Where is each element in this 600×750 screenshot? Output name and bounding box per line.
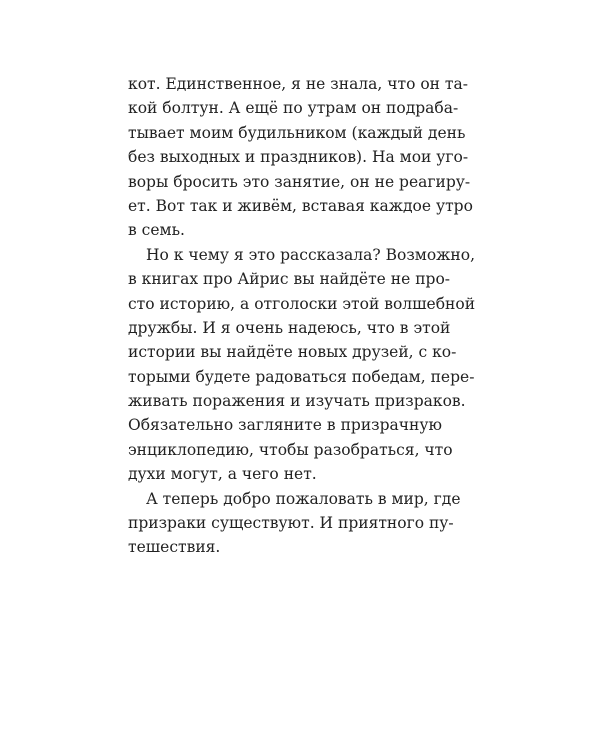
text-line: кой болтун. А ещё по утрам он подраба- xyxy=(128,99,459,118)
text-line: воры бросить это занятие, он не реагиру- xyxy=(128,172,471,191)
text-line: в семь. xyxy=(128,221,185,240)
text-line: без выходных и праздников). На мои уго- xyxy=(128,148,469,167)
text-line: торыми будете радоваться победам, пере- xyxy=(128,367,475,386)
text-line: сто историю, а отголоски этой волшебной xyxy=(128,294,476,313)
text-line: тывает моим будильником (каждый день xyxy=(128,123,466,142)
text-line: духи могут, а чего нет. xyxy=(128,465,317,484)
text-line: А теперь добро пожаловать в мир, где xyxy=(146,489,461,508)
text-line: истории вы найдёте новых друзей, с ко- xyxy=(128,343,457,362)
text-line: в книгах про Айрис вы найдёте не про- xyxy=(128,270,451,289)
text-line: призраки существуют. И приятного пу- xyxy=(128,514,454,533)
text-line: тешествия. xyxy=(128,538,221,557)
text-line: ет. Вот так и живём, вставая каждое утро xyxy=(128,196,473,215)
text-line: живать поражения и изучать призраков. xyxy=(128,392,466,411)
text-line: Обязательно загляните в призрачную xyxy=(128,416,442,435)
text-line: кот. Единственное, я не знала, что он та- xyxy=(128,75,468,93)
text-line: Но к чему я это рассказала? Возможно, xyxy=(146,245,476,264)
body-text xyxy=(128,72,476,560)
text-line: дружбы. И я очень надеюсь, что в этой xyxy=(128,318,451,337)
text-line: энциклопедию, чтобы разобраться, что xyxy=(128,440,453,459)
